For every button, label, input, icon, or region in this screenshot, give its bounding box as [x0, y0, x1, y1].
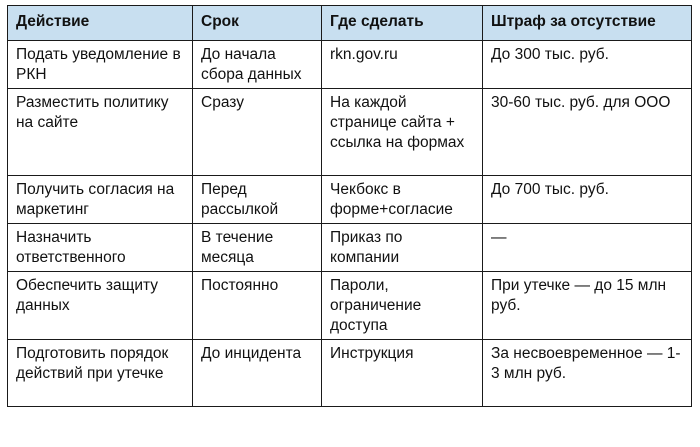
- cell-term: Сразу: [193, 89, 322, 176]
- cell-fine: При утечке — до 15 млн руб.: [483, 272, 692, 340]
- cell-fine: За несвоевременное — 1-3 млн руб.: [483, 340, 692, 407]
- table-row: [8, 272, 692, 340]
- table-row: [8, 176, 692, 224]
- cell-where: Приказ по компании: [322, 224, 483, 272]
- cell-action: Получить согласия на маркетинг: [8, 176, 193, 224]
- header-term: Срок: [193, 6, 322, 41]
- compliance-table: [7, 5, 692, 407]
- cell-term: Постоянно: [193, 272, 322, 340]
- table-row: [8, 340, 692, 407]
- cell-term: До начала сбора данных: [193, 41, 322, 89]
- cell-action: Подать уведомление в РКН: [8, 41, 193, 89]
- table-row: [8, 41, 692, 89]
- table-row: [8, 224, 692, 272]
- header-action: Действие: [8, 6, 193, 41]
- cell-fine: До 700 тыс. руб.: [483, 176, 692, 224]
- cell-action: Подготовить порядок действий при утечке: [8, 340, 193, 407]
- header-where: Где сделать: [322, 6, 483, 41]
- cell-fine: —: [483, 224, 692, 272]
- cell-fine: До 300 тыс. руб.: [483, 41, 692, 89]
- cell-where: Пароли, ограничение доступа: [322, 272, 483, 340]
- table-row: [8, 89, 692, 176]
- cell-action: Обеспечить защиту данных: [8, 272, 193, 340]
- cell-where: Инструкция: [322, 340, 483, 407]
- cell-action: Назначить ответственного: [8, 224, 193, 272]
- cell-fine: 30-60 тыс. руб. для ООО: [483, 89, 692, 176]
- header-fine: Штраф за отсутствие: [483, 6, 692, 41]
- cell-where: Чекбокс в форме+согласие: [322, 176, 483, 224]
- cell-term: В течение месяца: [193, 224, 322, 272]
- table-header-row: [8, 6, 692, 41]
- cell-where: rkn.gov.ru: [322, 41, 483, 89]
- cell-action: Разместить политику на сайте: [8, 89, 193, 176]
- cell-where: На каждой странице сайта + ссылка на формах: [322, 89, 483, 176]
- cell-term: Перед рассылкой: [193, 176, 322, 224]
- cell-term: До инцидента: [193, 340, 322, 407]
